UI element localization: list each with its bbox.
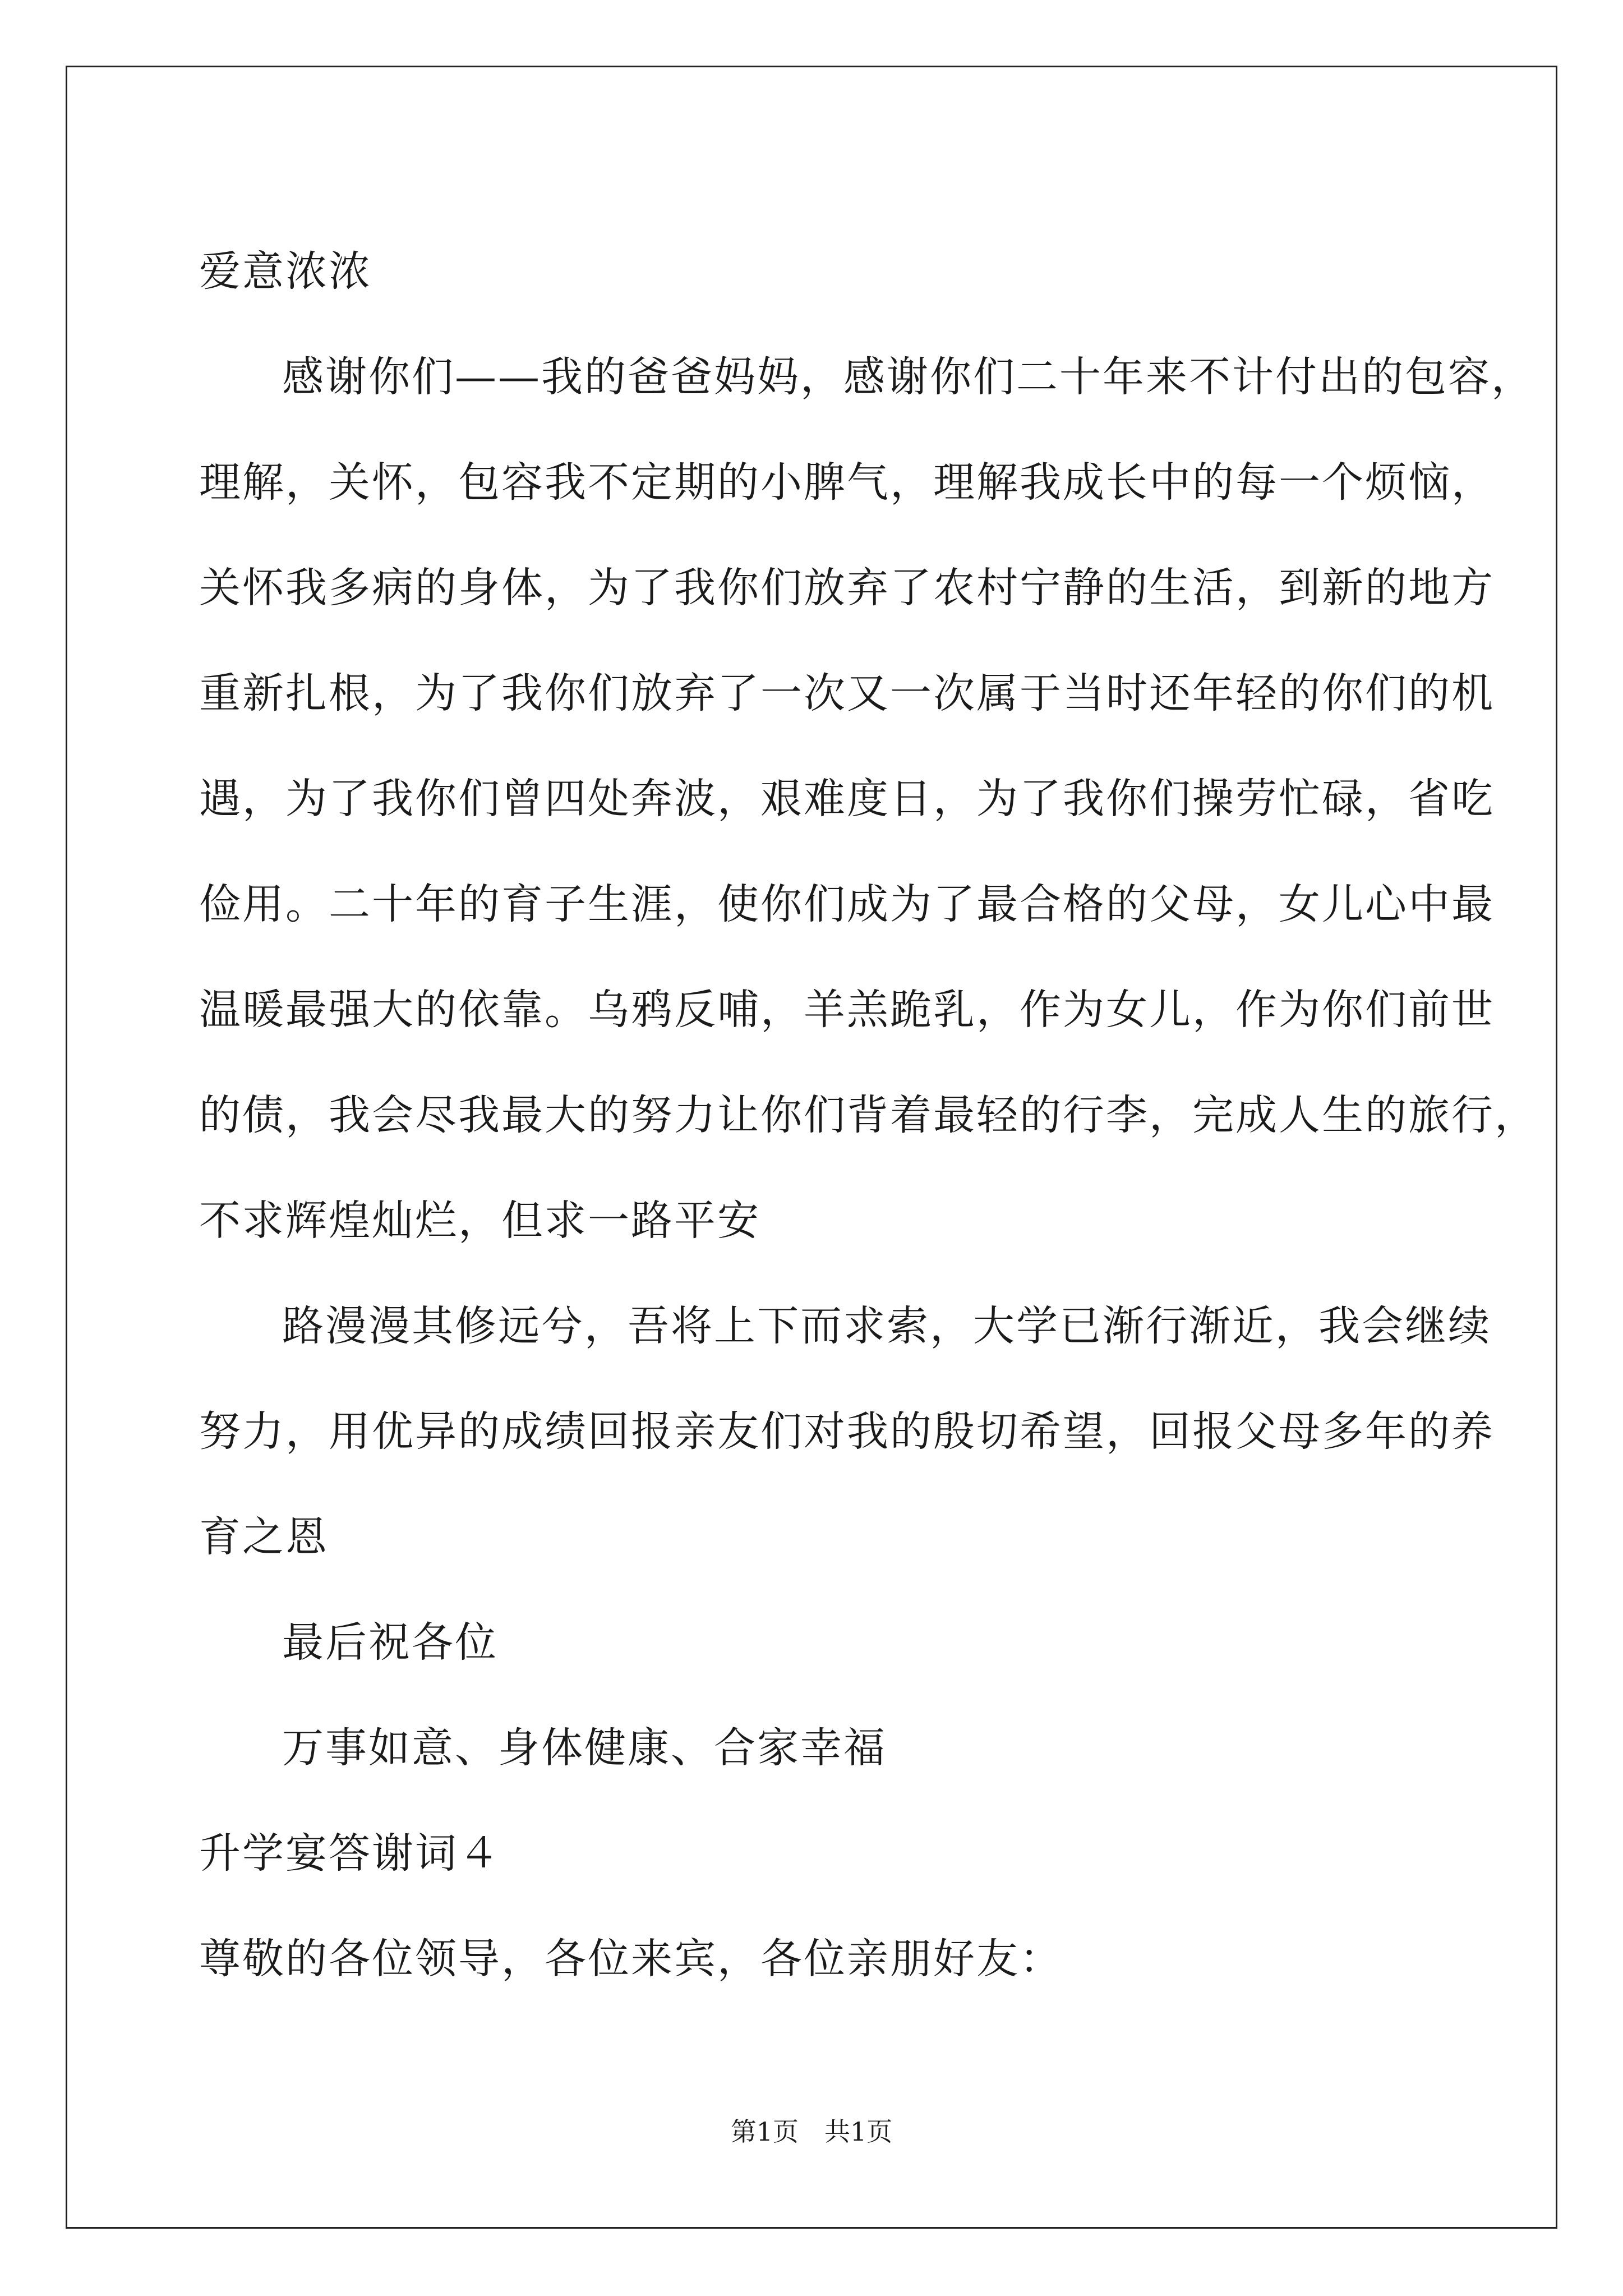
section-heading: 升学宴答谢词４ <box>199 1829 501 1878</box>
document-body <box>199 219 1538 2012</box>
paragraph-line: 育之恩 <box>199 1513 329 1561</box>
page-total: 共1页 <box>824 2116 893 2147</box>
paragraph-line: 理解，关怀，包容我不定期的小脾气，理解我成长中的每一个烦恼， <box>199 458 1495 507</box>
paragraph-line: 不求辉煌灿烂，但求一路平安 <box>199 1197 760 1245</box>
paragraph-line: 俭用。二十年的育子生涯，使你们成为了最合格的父母，女儿心中最 <box>199 880 1495 928</box>
page-footer <box>0 2115 1623 2148</box>
paragraph-line: 温暖最强大的依靠。乌鸦反哺，羊羔跪乳，作为女儿，作为你们前世 <box>199 986 1495 1034</box>
paragraph-line: 的债，我会尽我最大的努力让你们背着最轻的行李，完成人生的旅行， <box>199 1091 1538 1139</box>
paragraph-line: 关怀我多病的身体，为了我你们放弃了农村宁静的生活，到新的地方 <box>199 564 1495 612</box>
closing-wish-line: 万事如意、身体健康、合家幸福 <box>282 1724 887 1772</box>
page-number: 第1页 <box>730 2116 799 2147</box>
closing-line: 最后祝各位 <box>282 1618 498 1667</box>
paragraph-line: 路漫漫其修远兮，吾将上下而求索，大学已渐行渐近，我会继续 <box>282 1302 1491 1350</box>
paragraph-line: 遇，为了我你们曾四处奔波，艰难度日，为了我你们操劳忙碌，省吃 <box>199 775 1495 823</box>
paragraph-line: 努力，用优异的成绩回报亲友们对我的殷切希望，回报父母多年的养 <box>199 1407 1495 1456</box>
text-line: 爱意浓浓 <box>199 247 372 296</box>
paragraph-line: 感谢你们——我的爸爸妈妈，感谢你们二十年来不计付出的包容， <box>282 353 1534 401</box>
paragraph-line: 重新扎根，为了我你们放弃了一次又一次属于当时还年轻的你们的机 <box>199 669 1495 717</box>
salutation-line: 尊敬的各位领导，各位来宾，各位亲朋好友： <box>199 1935 1063 1983</box>
